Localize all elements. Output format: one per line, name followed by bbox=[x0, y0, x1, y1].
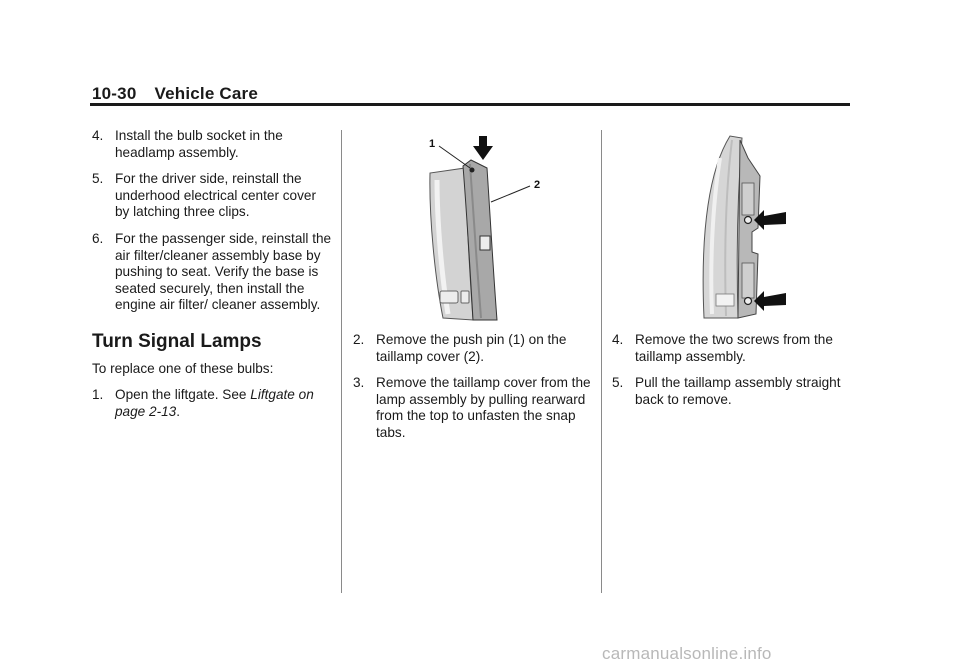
column-divider-1 bbox=[341, 130, 342, 593]
column-divider-2 bbox=[601, 130, 602, 593]
watermark-text: carmanualsonline.info bbox=[602, 644, 772, 663]
step-3-remove-cover: 3. Remove the taillamp cover from the lamp assembly by pulling rearward from the top to unfasten the snap tabs. bbox=[353, 375, 591, 440]
step-4-remove-screws: 4. Remove the two screws from the taillamp assembly. bbox=[612, 332, 833, 364]
callout-2-label: 2 bbox=[534, 179, 541, 191]
section-title: Turn Signal Lamps bbox=[92, 330, 262, 352]
taillamp-cover-illustration bbox=[415, 128, 570, 326]
taillamp-screws-illustration bbox=[690, 128, 800, 326]
step-2-remove-push-pin: 2. Remove the push pin (1) on the taillamp cover (2). bbox=[353, 332, 567, 364]
step-1-open-liftgate: 1. Open the liftgate. See Liftgate on page 2-13. bbox=[92, 387, 314, 419]
section-intro: To replace one of these bulbs: bbox=[92, 360, 274, 376]
column-2 bbox=[353, 332, 593, 452]
liftgate-reference-link[interactable]: Liftgate on page 2-13 bbox=[115, 387, 314, 419]
page-header bbox=[92, 84, 258, 104]
step-6-passenger-side: 6. For the passenger side, reinstall the air filter/cleaner assembly base by pushing to seat. Verify the base is seated securely, then install the engine air filter/ cleaner assembly. bbox=[92, 230, 332, 313]
header-rule bbox=[90, 103, 850, 106]
page-number: 10-30 bbox=[92, 84, 137, 103]
step-5-driver-side: 5. For the driver side, reinstall the underhood electrical center cover by latching three clips. bbox=[92, 171, 316, 220]
callout-1-label: 1 bbox=[429, 138, 436, 150]
step-4-install-socket: 4. Install the bulb socket in the headlamp assembly. bbox=[92, 128, 283, 160]
column-3 bbox=[612, 332, 857, 418]
column-1 bbox=[92, 128, 332, 430]
chapter-title: Vehicle Care bbox=[154, 84, 259, 103]
step-5-pull-assembly: 5. Pull the taillamp assembly straight back to remove. bbox=[612, 375, 841, 407]
